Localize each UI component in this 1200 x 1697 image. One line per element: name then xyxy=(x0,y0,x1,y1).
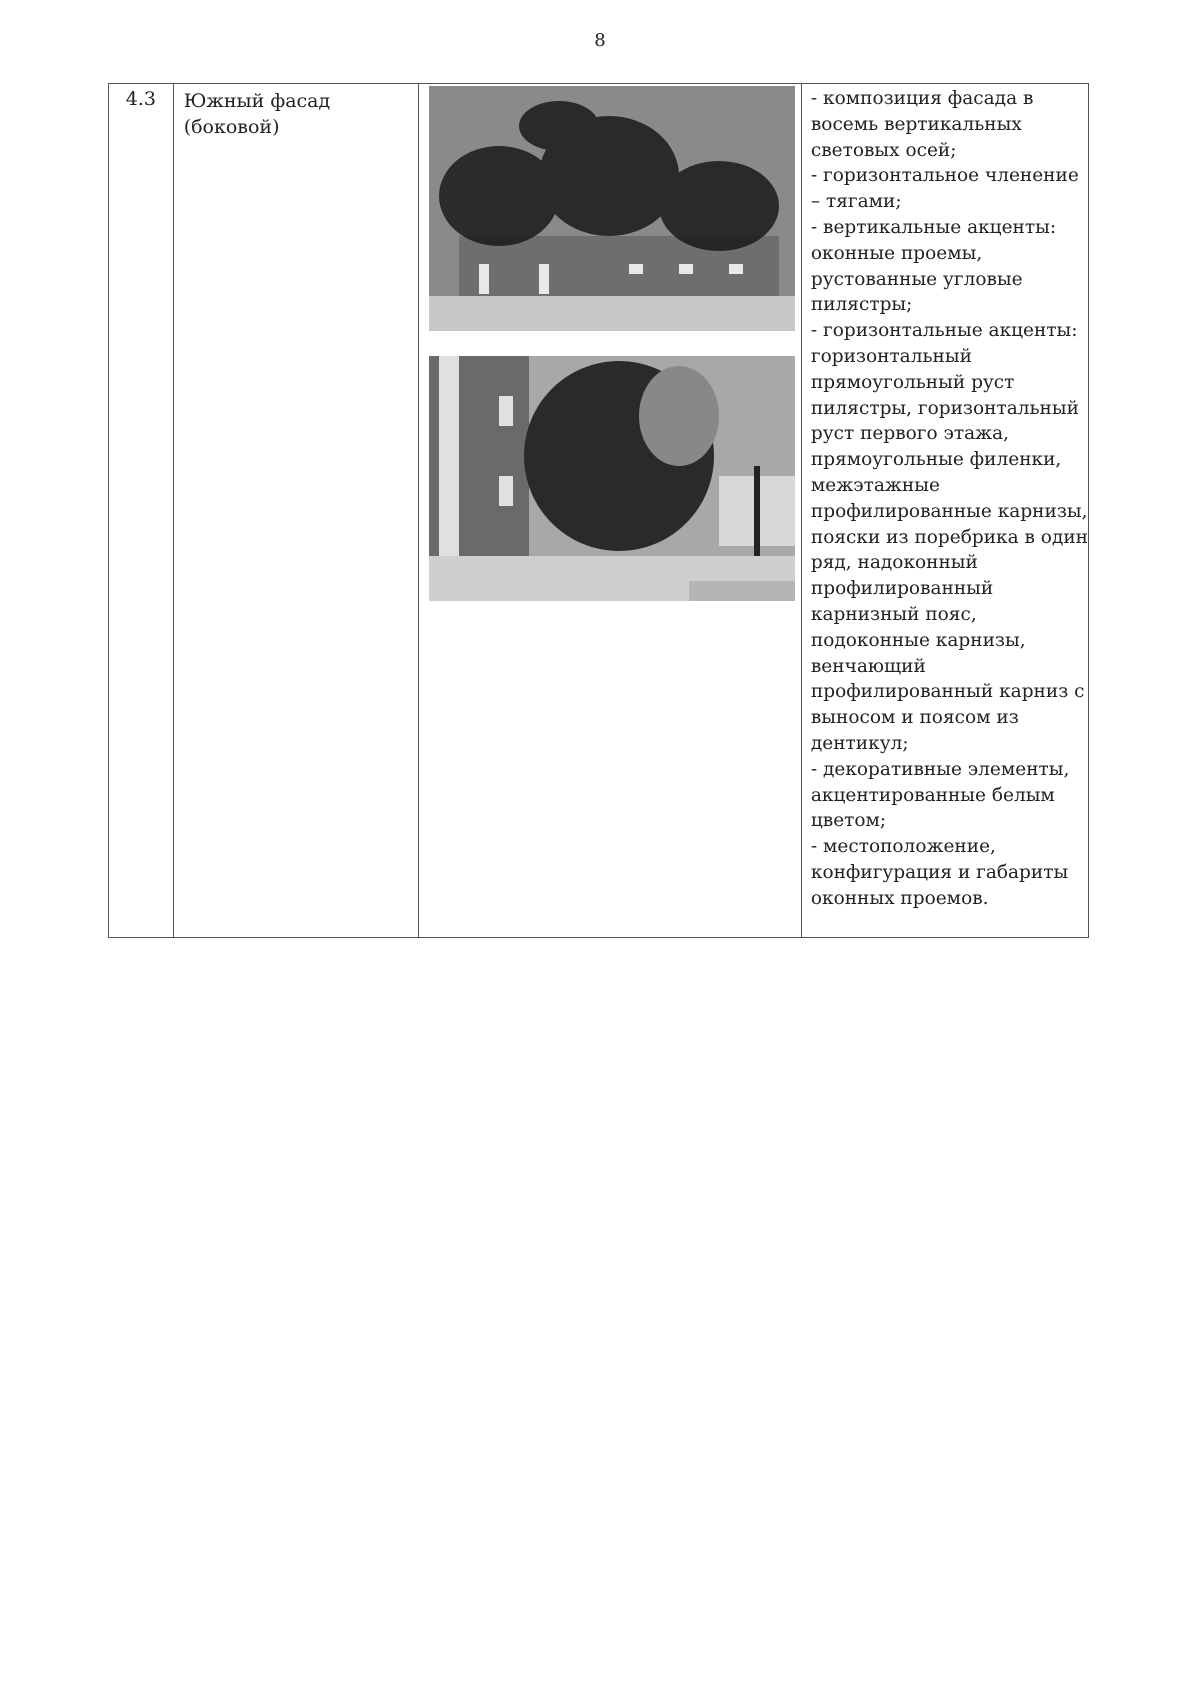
description-line: руст первого этажа, xyxy=(810,423,1010,445)
description-line: - горизонтальные акценты: xyxy=(810,320,1078,342)
description-line: профилированный xyxy=(810,578,994,600)
description-line: - вертикальные акценты: xyxy=(810,216,1057,238)
south-facade-photo-2 xyxy=(429,356,795,601)
description-line: оконных проемов. xyxy=(810,887,989,909)
description-line: оконные проемы, xyxy=(810,242,983,264)
description-text xyxy=(811,86,1088,912)
description-line: рустованные угловые xyxy=(810,268,1023,290)
photo-cell xyxy=(419,84,802,938)
description-line: прямоугольные филенки, xyxy=(810,449,1062,471)
description-line: акцентированные белым xyxy=(810,784,1055,806)
description-line: цветом; xyxy=(810,810,887,832)
description-line: – тягами; xyxy=(810,191,902,213)
description-line: подоконные карнизы, xyxy=(810,629,1026,651)
description-line: - декоративные элементы, xyxy=(810,758,1070,780)
description-line: - композиция фасада в xyxy=(810,88,1034,109)
description-line: профилированный карниз с xyxy=(810,681,1085,703)
description-line: межэтажные xyxy=(810,474,940,496)
description-line: пилястры, горизонтальный xyxy=(810,397,1079,419)
description-line: выносом и поясом из xyxy=(810,707,1019,729)
description-line: конфигурация и габариты xyxy=(810,861,1069,883)
description-line: дентикул; xyxy=(810,732,909,754)
facade-name xyxy=(173,84,419,938)
page-number: 8 xyxy=(594,30,606,51)
description-cell xyxy=(801,84,1088,938)
description-line: венчающий xyxy=(810,655,926,677)
south-facade-photo-1 xyxy=(429,86,795,331)
description-line: горизонтальный xyxy=(810,345,972,367)
facade-name-line: (боковой) xyxy=(183,116,280,138)
description-line: пилястры; xyxy=(810,294,913,316)
description-line: прямоугольный руст xyxy=(810,371,1015,393)
description-line: профилированные карнизы, xyxy=(810,500,1088,522)
description-line: световых осей; xyxy=(810,139,957,161)
row-number: 4.3 xyxy=(109,84,174,938)
description-line: пояски из поребрика в один xyxy=(810,526,1088,548)
facade-name-line: Южный фасад xyxy=(183,90,331,112)
description-line: - местоположение, xyxy=(810,836,996,858)
description-line: ряд, надоконный xyxy=(810,552,978,574)
description-line: восемь вертикальных xyxy=(810,113,1022,135)
facade-table xyxy=(108,83,1089,938)
description-line: карнизный пояс, xyxy=(810,603,977,625)
description-line: - горизонтальное членение xyxy=(810,165,1079,187)
table-row xyxy=(109,84,1089,938)
